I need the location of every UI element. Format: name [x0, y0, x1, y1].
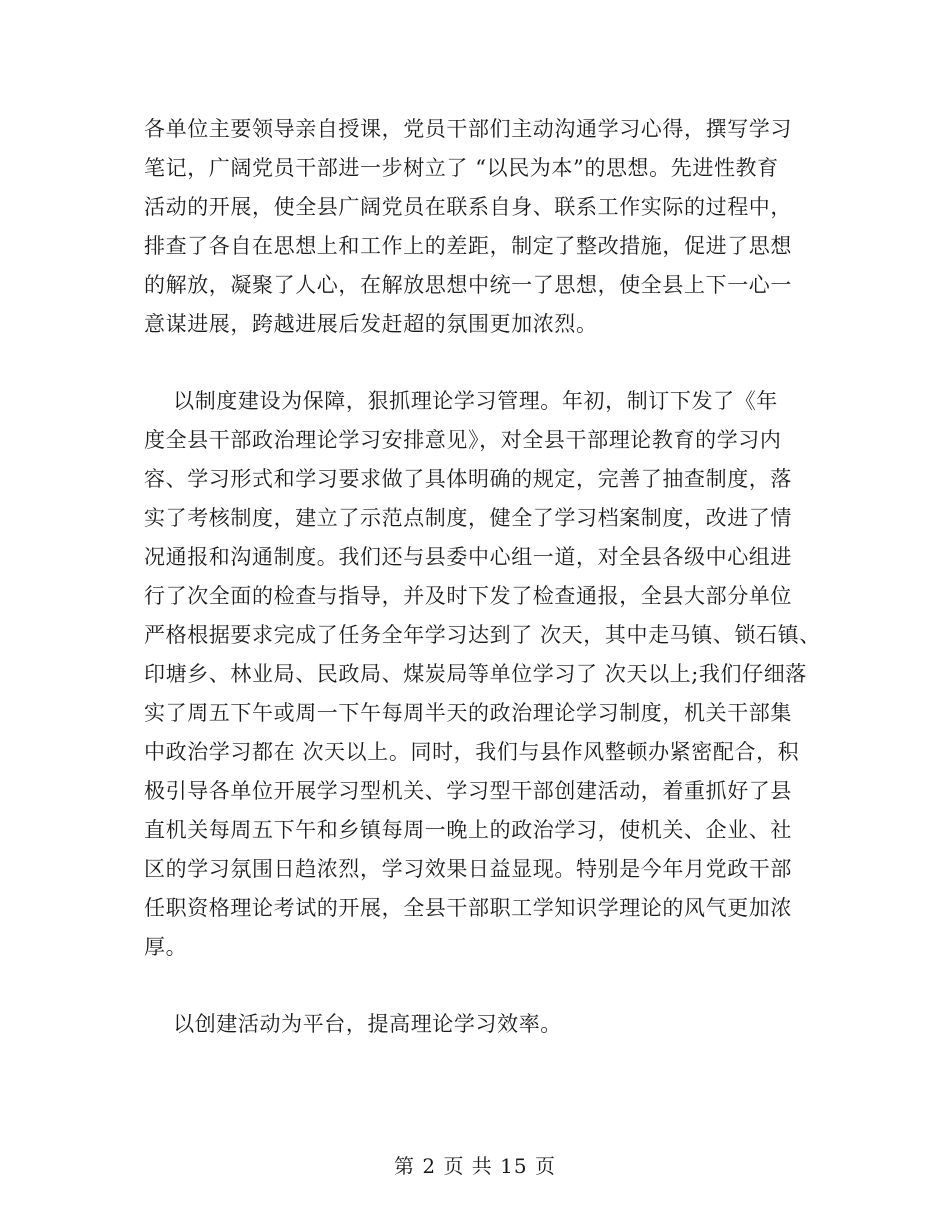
text-line: 极引导各单位开展学习型机关、学习型干部创建活动，着重抓好了县 [144, 779, 792, 803]
text-line: 笔记，广阔党员干部进一步树立了 “以民为本”的思想。先进性教育 [144, 156, 779, 180]
text-line: 严格根据要求完成了任务全年学习达到了 次天，其中走马镇、锁石镇、 [144, 623, 821, 647]
text-line: 印塘乡、林业局、民政局、煤炭局等单位学习了 次天以上;我们仔细落 [144, 662, 807, 686]
text-line: 排查了各自在思想上和工作上的差距，制定了整改措施，促进了思想 [144, 234, 792, 258]
paragraph-spacer [144, 967, 834, 1005]
text-line: 行了次全面的检查与指导，并及时下发了检查通报，全县大部分单位 [144, 584, 792, 608]
text-line: 直机关每周五下午和乡镇每周一晚上的政治学习，使机关、企业、社 [144, 818, 792, 842]
document-body [144, 110, 834, 1044]
paragraph [144, 1005, 834, 1044]
paragraph [144, 382, 834, 967]
text-line: 容、学习形式和学习要求做了具体明确的规定，完善了抽查制度，落 [144, 467, 792, 491]
text-line: 活动的开展，使全县广阔党员在联系自身、联系工作实际的过程中， [144, 195, 792, 219]
text-line: 实了周五下午或周一下午每周半天的政治理论学习制度，机关干部集 [144, 701, 792, 725]
text-line: 度全县干部政治理论学习安排意见》，对全县干部理论教育的学习内 [144, 428, 782, 452]
text-line: 意谋进展，跨越进展后发赶超的氛围更加浓烈。 [144, 312, 598, 336]
text-line: 任职资格理论考试的开展，全县干部职工学知识学理论的风气更加浓 [144, 896, 792, 920]
paragraph-spacer [144, 344, 834, 382]
text-line: 况通报和沟通制度。我们还与县委中心组一道，对全县各级中心组进 [144, 545, 792, 569]
page-number-footer: 第 2 页 共 15 页 [394, 1154, 556, 1178]
text-line: 的解放，凝聚了人心，在解放思想中统一了思想，使全县上下一心一 [144, 273, 792, 297]
text-line: 厚。 [144, 935, 188, 959]
paragraph [144, 110, 834, 344]
text-line: 各单位主要领导亲自授课，党员干部们主动沟通学习心得，撰写学习 [144, 117, 792, 141]
text-line: 实了考核制度，建立了示范点制度，健全了学习档案制度，改进了情 [144, 506, 792, 530]
text-line: 中政治学习都在 次天以上。同时，我们与县作风整顿办紧密配合，积 [144, 740, 800, 764]
text-line: 以创建活动为平台，提高理论学习效率。 [144, 1012, 562, 1036]
text-line: 区的学习氛围日趋浓烈，学习效果日益显现。特别是今年月党政干部 [144, 857, 792, 881]
text-line: 以制度建设为保障，狠抓理论学习管理。年初，制订下发了《年 [144, 389, 778, 413]
